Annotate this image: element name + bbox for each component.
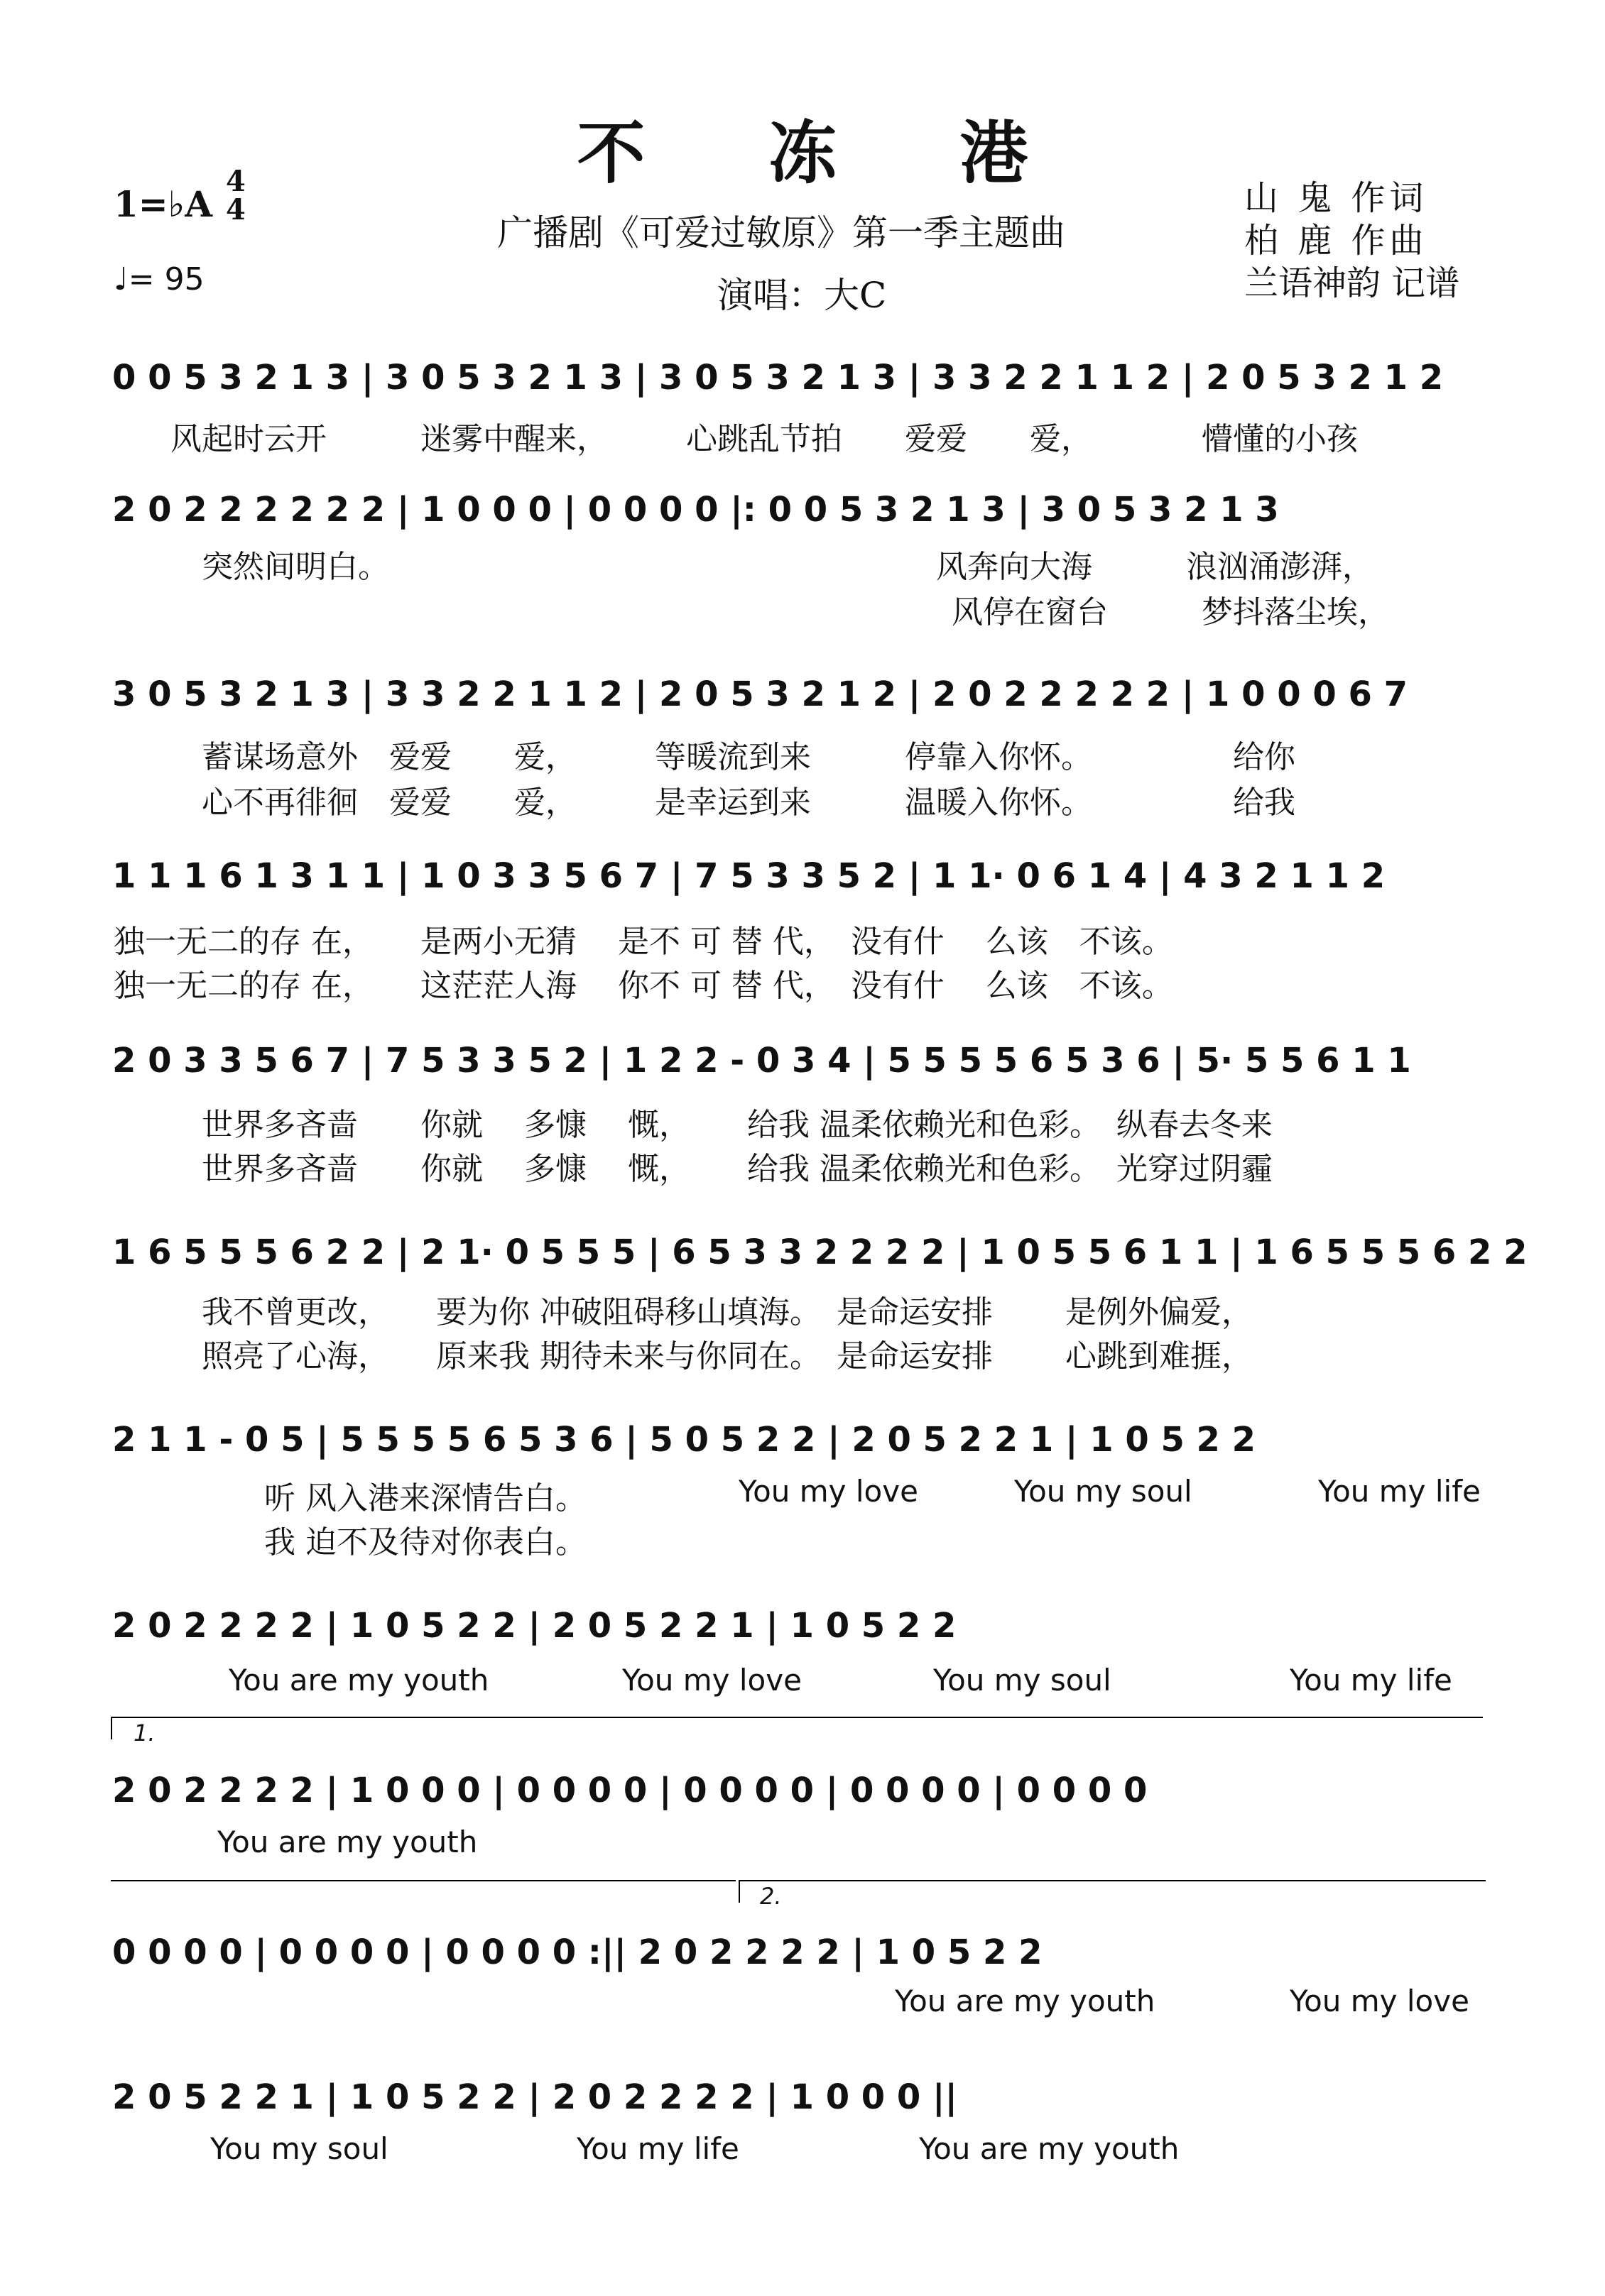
notation-line-3: 3 0 5 3 2 1 3 | 3 3 2 2 1 1 2 | 2 0 5 3 2 1 2 | 2 0 2 2 2 2 2 | 1 0 0 0 6 7 <box>112 674 1408 714</box>
key-signature <box>114 183 212 225</box>
lyric-line-3a: 蓄谋场意外 爱爱 爱， 等暖流到来 停靠入你怀。 给你 <box>170 739 1295 775</box>
ending-separator <box>111 1880 736 1881</box>
subtitle: 广播剧《可爱过敏原》第一季主题曲 <box>497 212 1065 253</box>
notation-line-10: 0 0 0 0 | 0 0 0 0 | 0 0 0 0 :|| 2 0 2 2 2 2 | 1 0 5 2 2 <box>112 1933 1043 1972</box>
lyric-line-1: 风起时云开 迷雾中醒来， 心跳乱节拍 爱爱 爱， 懵懂的小孩 <box>170 421 1358 457</box>
lyric-line-7a: 听 风入港来深情告白。 <box>170 1480 587 1516</box>
english-lyric-8-4: You my life <box>1290 1663 1452 1698</box>
notation-line-1: 0 0 5 3 2 1 3 | 3 0 5 3 2 1 3 | 3 0 5 3 2 1 3 | 3 3 2 2 1 1 2 | 2 0 5 3 2 1 2 <box>112 358 1444 398</box>
singer: 演唱：大C <box>717 275 887 316</box>
lyric-line-3b: 心不再徘徊 爱爱 爱， 是幸运到来 温暖入你怀。 给我 <box>170 785 1295 821</box>
english-lyric-9-1: You are my youth <box>217 1825 478 1859</box>
english-lyric-8-3: You my soul <box>933 1663 1111 1698</box>
lyric-line-5a: 世界多吝啬 你就 多慷 慨， 给我 温柔依赖光和色彩。 纵春去冬来 <box>170 1107 1273 1143</box>
second-ending-bracket <box>739 1880 1486 1903</box>
lyric-line-6b: 照亮了心海， 原来我 期待未来与你同在。 是命运安排 心跳到难捱， <box>170 1338 1253 1374</box>
english-lyric-7-3: You my life <box>1318 1474 1481 1509</box>
transcriber: 兰语神韵 记谱 <box>1244 263 1460 303</box>
first-ending-label: 1. <box>134 1720 156 1746</box>
lyric-line-4a: 独一无二的存 在， 是两小无猜 是不 可 替 代， 没有什 么该 不该。 <box>114 924 1173 960</box>
composer: 柏 鹿 作曲 <box>1244 221 1428 261</box>
english-lyric-11-3: You are my youth <box>919 2131 1180 2166</box>
english-lyric-7-1: You my love <box>739 1474 918 1509</box>
notation-line-4: 1 1 1 6 1 3 1 1 | 1 0 3 3 5 6 7 | 7 5 3 3 5 2 | 1 1· 0 6 1 4 | 4 3 2 1 1 2 <box>112 856 1386 896</box>
key-text: 1=♭A <box>114 183 213 225</box>
time-sig-top: 4 <box>226 165 246 198</box>
time-sig-bottom: 4 <box>226 193 246 226</box>
lyric-line-6a: 我不曾更改， 要为你 冲破阻碍移山填海。 是命运安排 是例外偏爱， <box>170 1294 1253 1330</box>
notation-line-6: 1 6 5 5 5 6 2 2 | 2 1· 0 5 5 5 | 6 5 3 3 2 2 2 2 | 1 0 5 5 6 1 1 | 1 6 5 5 5 6 2 2 <box>112 1232 1528 1272</box>
english-lyric-7-2: You my soul <box>1014 1474 1192 1509</box>
tempo-marking: ♩= 95 <box>114 261 205 297</box>
notation-line-5: 2 0 3 3 5 6 7 | 7 5 3 3 5 2 | 1 2 2 - 0 3 4 | 5 5 5 5 6 5 3 6 | 5· 5 5 6 1 1 <box>112 1041 1411 1081</box>
notation-line-2: 2 0 2 2 2 2 2 2 | 1 0 0 0 | 0 0 0 0 |: 0 0 5 3 2 1 3 | 3 0 5 3 2 1 3 <box>112 490 1279 530</box>
notation-line-7: 2 1 1 - 0 5 | 5 5 5 5 6 5 3 6 | 5 0 5 2 2 | 2 0 5 2 2 1 | 1 0 5 2 2 <box>112 1420 1256 1460</box>
lyric-line-4b: 独一无二的存 在， 这茫茫人海 你不 可 替 代， 没有什 么该 不该。 <box>114 968 1173 1004</box>
lyric-line-2b: 风停在窗台 梦抖落尘埃， <box>170 594 1389 630</box>
english-lyric-8-2: You my love <box>622 1663 802 1698</box>
lyric-line-5b: 世界多吝啬 你就 多慷 慨， 给我 温柔依赖光和色彩。 光穿过阴霾 <box>170 1151 1273 1187</box>
time-signature <box>226 165 246 226</box>
lyric-line-7b: 我 迫不及待对你表白。 <box>170 1524 587 1560</box>
lyric-line-2a: 突然间明白。 风奔向大海 浪汹涌澎湃， <box>170 549 1373 585</box>
notation-line-8: 2 0 2 2 2 2 | 1 0 5 2 2 | 2 0 5 2 2 1 | 1 0 5 2 2 <box>112 1606 957 1646</box>
song-title: 不 冻 港 <box>577 113 1078 193</box>
english-lyric-10-2: You my love <box>1290 1984 1469 2018</box>
english-lyric-8-1: You are my youth <box>229 1663 489 1698</box>
notation-line-9: 2 0 2 2 2 2 | 1 0 0 0 | 0 0 0 0 | 0 0 0 0 | 0 0 0 0 | 0 0 0 0 <box>112 1771 1148 1810</box>
notation-line-11: 2 0 5 2 2 1 | 1 0 5 2 2 | 2 0 2 2 2 2 | 1 0 0 0 || <box>112 2077 958 2117</box>
first-ending-bracket <box>111 1717 1483 1739</box>
second-ending-label: 2. <box>760 1883 782 1910</box>
english-lyric-11-1: You my soul <box>210 2131 388 2166</box>
english-lyric-10-1: You are my youth <box>895 1984 1155 2018</box>
english-lyric-11-2: You my life <box>577 2131 739 2166</box>
lyricist: 山 鬼 作词 <box>1244 178 1428 218</box>
